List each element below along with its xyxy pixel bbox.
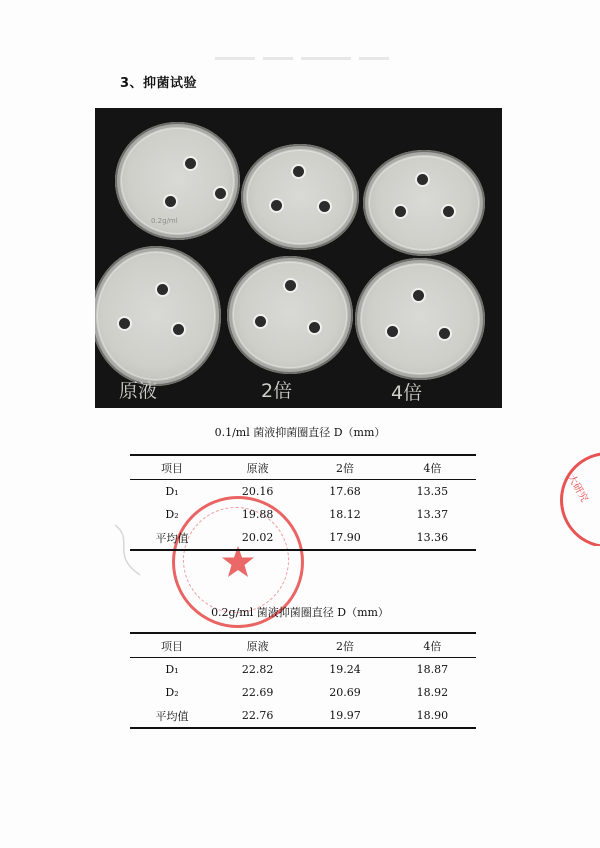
table-header: 原液 bbox=[214, 455, 301, 480]
well-hole bbox=[157, 284, 168, 295]
petri-dish bbox=[227, 256, 353, 374]
table-row bbox=[130, 480, 476, 504]
table-row bbox=[130, 704, 476, 728]
well-hole bbox=[387, 326, 398, 337]
table-cell: 18.87 bbox=[416, 663, 449, 676]
table-cell: 20.16 bbox=[241, 485, 274, 498]
well-hole bbox=[271, 200, 282, 211]
edge-seal-stamp bbox=[556, 452, 600, 546]
petri-dish bbox=[363, 150, 485, 256]
well-hole bbox=[439, 328, 450, 339]
table-cell: 20.69 bbox=[329, 686, 361, 699]
petri-dish bbox=[241, 144, 359, 250]
dish-label: 0.2g/ml bbox=[151, 217, 178, 225]
table-row bbox=[130, 658, 476, 682]
photo-label-undiluted: 原液 bbox=[119, 380, 158, 402]
section-title: 3、抑菌试验 bbox=[120, 76, 198, 91]
table1-caption: 0.1/ml 菌液抑菌圈直径 D（mm） bbox=[214, 426, 386, 439]
table-cell: 20.02 bbox=[214, 526, 301, 550]
faint-header-bleedthrough bbox=[215, 48, 415, 58]
well-hole bbox=[293, 166, 304, 177]
edge-seal-text: 大研究 bbox=[565, 472, 590, 505]
table-cell: 17.68 bbox=[329, 485, 361, 498]
petri-dish-photo bbox=[95, 108, 502, 408]
row-label: D₂ bbox=[165, 686, 179, 699]
table-cell: 19.24 bbox=[329, 663, 361, 676]
well-hole bbox=[255, 316, 266, 327]
table-header: 项目 bbox=[130, 455, 214, 480]
well-hole bbox=[215, 188, 226, 199]
table-cell: 22.76 bbox=[214, 704, 301, 728]
table-header: 2倍 bbox=[301, 455, 388, 480]
table-cell: 19.88 bbox=[241, 508, 274, 521]
row-label: D₁ bbox=[165, 663, 179, 676]
well-hole bbox=[119, 318, 130, 329]
table-diameter-02 bbox=[130, 632, 476, 729]
well-hole bbox=[309, 322, 320, 333]
table-cell: 13.36 bbox=[389, 526, 476, 550]
petri-dish bbox=[355, 258, 485, 380]
table-header: 原液 bbox=[214, 633, 301, 658]
table-cell: 18.92 bbox=[416, 686, 449, 699]
row-label: D₂ bbox=[165, 508, 179, 521]
row-label: 平均值 bbox=[130, 704, 214, 728]
table-cell: 13.37 bbox=[416, 508, 449, 521]
photo-label-4x: 4倍 bbox=[391, 382, 423, 404]
table-row bbox=[130, 526, 476, 550]
table-cell: 18.90 bbox=[389, 704, 476, 728]
table-header: 4倍 bbox=[389, 455, 476, 480]
row-label: 平均值 bbox=[130, 526, 214, 550]
table-cell: 18.12 bbox=[329, 508, 361, 521]
well-hole bbox=[185, 158, 196, 169]
well-hole bbox=[285, 280, 296, 291]
table-header: 4倍 bbox=[389, 633, 476, 658]
table-cell: 22.82 bbox=[241, 663, 274, 676]
table-row bbox=[130, 681, 476, 704]
petri-dish bbox=[115, 122, 240, 240]
well-hole bbox=[395, 206, 406, 217]
table-cell: 17.90 bbox=[301, 526, 388, 550]
table-cell: 22.69 bbox=[241, 686, 274, 699]
petri-dish bbox=[95, 246, 221, 386]
well-hole bbox=[443, 206, 454, 217]
photo-label-2x: 2倍 bbox=[261, 380, 293, 402]
table-row bbox=[130, 503, 476, 526]
well-hole bbox=[413, 290, 424, 301]
table-diameter-01 bbox=[130, 454, 476, 551]
table-header: 项目 bbox=[130, 633, 214, 658]
table-header: 2倍 bbox=[301, 633, 388, 658]
row-label: D₁ bbox=[165, 485, 179, 498]
well-hole bbox=[165, 196, 176, 207]
table-cell: 19.97 bbox=[301, 704, 388, 728]
well-hole bbox=[173, 324, 184, 335]
table-cell: 13.35 bbox=[416, 485, 449, 498]
table2-caption: 0.2g/ml 菌液抑菌圈直径 D（mm） bbox=[211, 606, 389, 619]
well-hole bbox=[319, 201, 330, 212]
well-hole bbox=[417, 174, 428, 185]
